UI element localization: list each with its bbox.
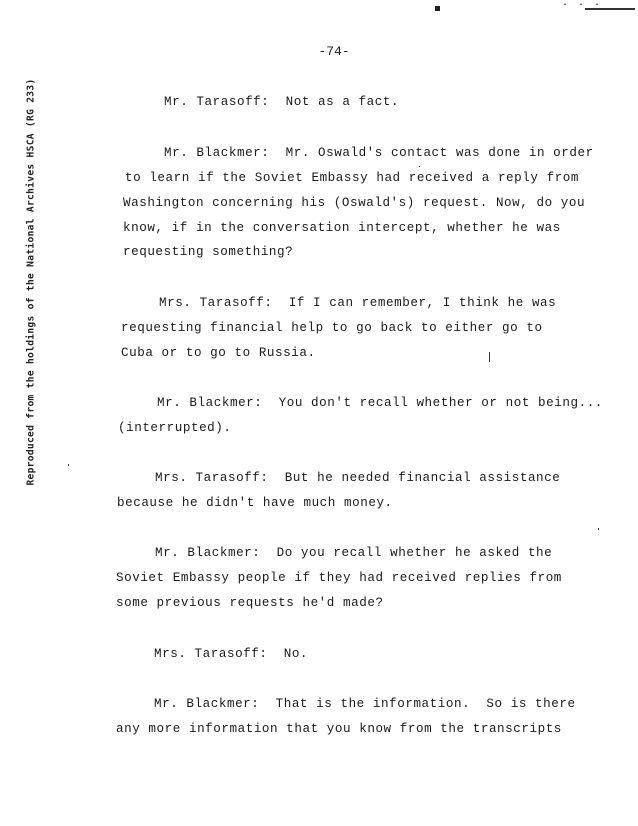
transcript-line: Mr. Blackmer: Mr. Oswald's contact was done in order: [164, 146, 594, 160]
transcript-line: Mr. Blackmer: That is the information. So is there: [154, 697, 576, 711]
transcript-line: because he didn't have much money.: [117, 496, 393, 510]
transcript-line: some previous requests he'd made?: [116, 596, 384, 610]
transcript-line: to learn if the Soviet Embassy had received a reply from: [125, 171, 580, 185]
transcript-line: Washington concerning his (Oswald's) request. Now, do you: [123, 196, 586, 210]
transcript-line: Mr. Blackmer: Do you recall whether he asked the: [155, 546, 553, 560]
transcript-line: Mrs. Tarasoff: But he needed financial assistance: [155, 471, 561, 485]
transcript-line: Mrs. Tarasoff: If I can remember, I think he was: [159, 296, 557, 310]
transcript-line: Mrs. Tarasoff: No.: [154, 647, 309, 661]
transcript-line: Mr. Tarasoff: Not as a fact.: [164, 95, 400, 109]
scan-speck: [598, 528, 599, 530]
scan-speck: [489, 352, 490, 362]
transcript-line: (interrupted).: [118, 421, 232, 435]
transcript-line: Mr. Blackmer: You don't recall whether or not being...: [157, 396, 603, 410]
transcript-line: requesting financial help to go back to either go to: [121, 321, 543, 335]
transcript-line: Soviet Embassy people if they had received replies from: [116, 571, 562, 585]
corner-marks: · · ·: [562, 0, 603, 11]
transcript-line: Cuba or to go to Russia.: [121, 346, 316, 360]
scan-speck: [419, 166, 420, 167]
transcript-line: requesting something?: [123, 245, 294, 259]
page-number: -74-: [318, 44, 350, 59]
scan-speck: [68, 464, 69, 466]
top-edge-mark: [435, 6, 440, 11]
transcript-line: know, if in the conversation intercept, whether he was: [123, 221, 561, 235]
transcript-line: any more information that you know from the transcripts: [116, 722, 562, 736]
archive-stamp: Reproduced from the holdings of the National Archives HSCA (RG 233): [25, 78, 37, 486]
